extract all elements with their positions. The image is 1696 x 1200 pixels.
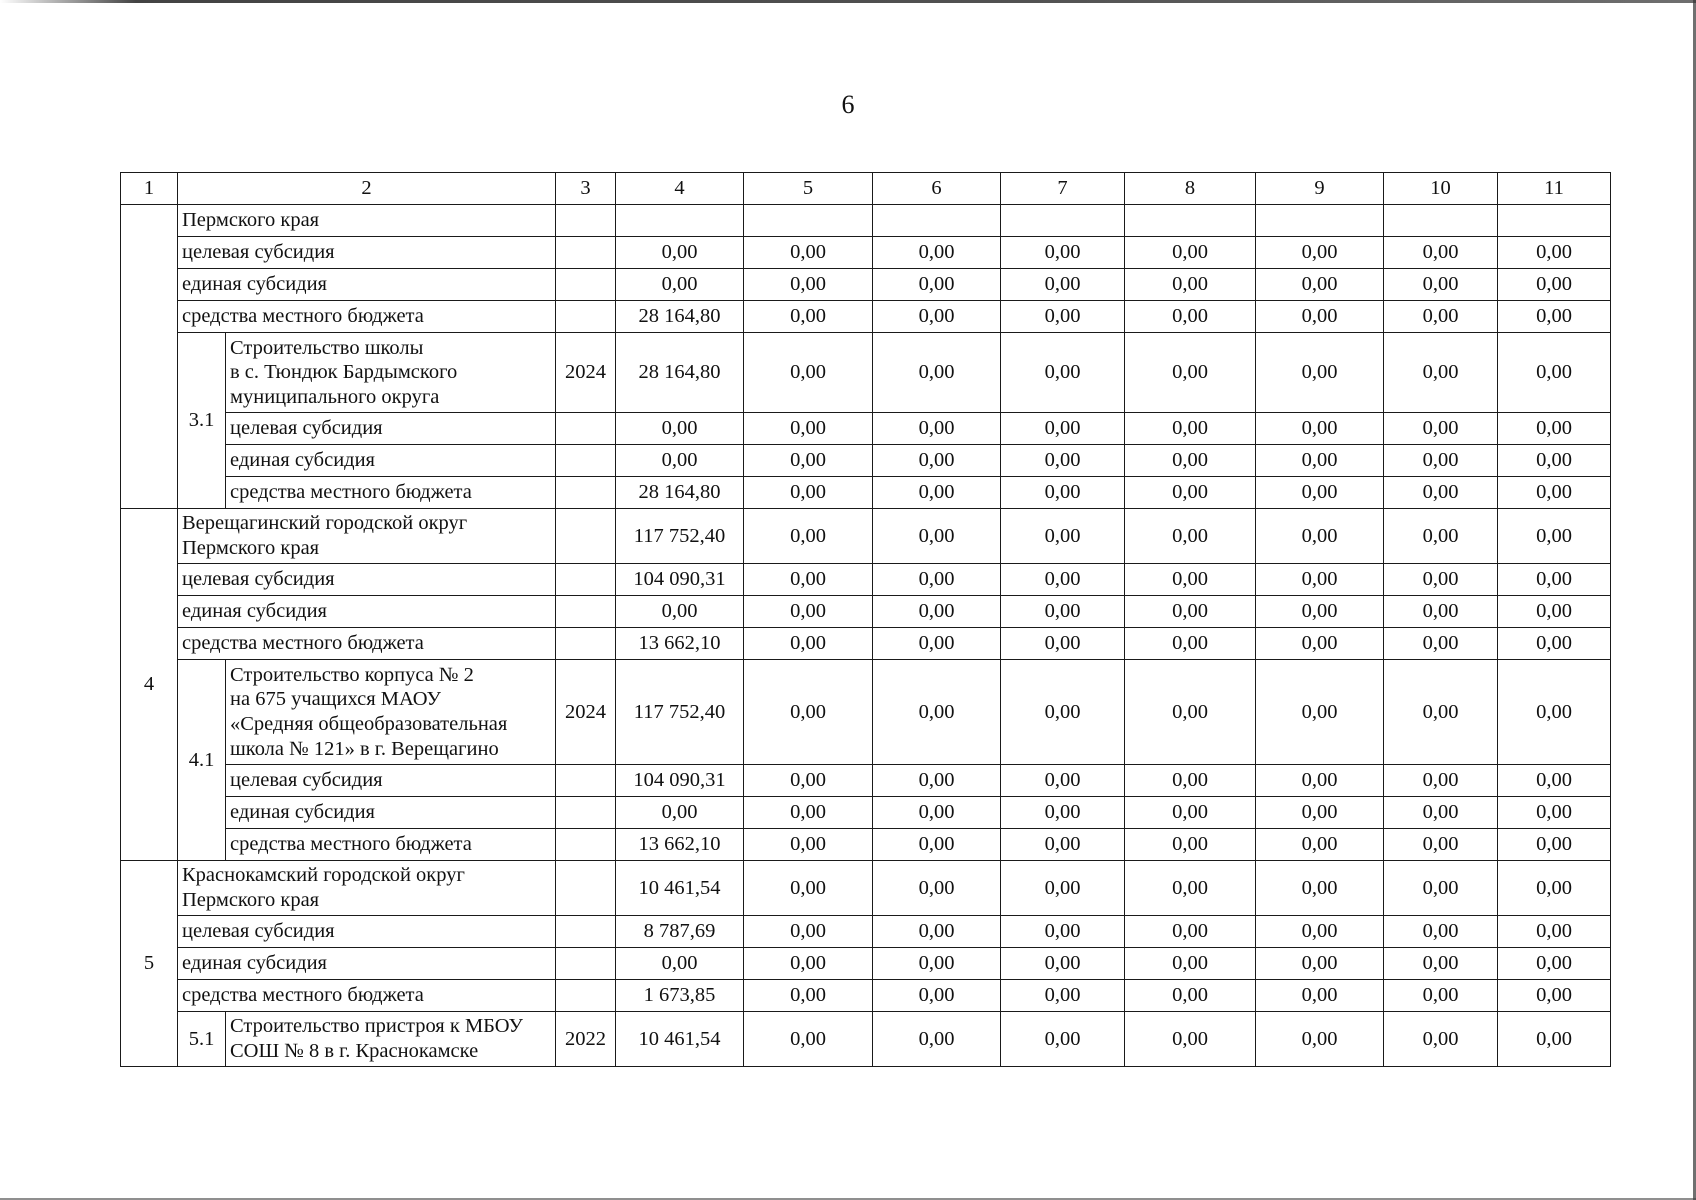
funding-row [121, 237, 1611, 269]
funding-label: единая субсидия [226, 797, 556, 829]
value-cell: 0,00 [1125, 333, 1256, 413]
table-body [121, 173, 1611, 1067]
value-cell: 0,00 [1384, 916, 1498, 948]
header-cell: 4 [616, 173, 744, 205]
value-cell: 28 164,80 [616, 301, 744, 333]
value-cell: 0,00 [616, 797, 744, 829]
year-cell [556, 596, 616, 628]
value-cell: 0,00 [1001, 660, 1125, 765]
value-cell: 0,00 [1498, 1012, 1611, 1067]
value-cell: 0,00 [1384, 269, 1498, 301]
year-cell [556, 980, 616, 1012]
value-cell: 0,00 [1001, 980, 1125, 1012]
project-name [226, 660, 556, 765]
header-cell: 10 [1384, 173, 1498, 205]
header-cell: 8 [1125, 173, 1256, 205]
value-cell: 0,00 [1498, 916, 1611, 948]
funding-row [121, 596, 1611, 628]
value-cell: 0,00 [873, 477, 1001, 509]
funding-label: целевая субсидия [178, 564, 556, 596]
value-cell: 0,00 [744, 797, 873, 829]
value-cell: 0,00 [873, 765, 1001, 797]
funding-label: целевая субсидия [178, 237, 556, 269]
cell-text-line: школа № 121» в г. Верещагино [230, 737, 499, 760]
value-cell: 0,00 [1384, 861, 1498, 916]
value-cell: 0,00 [1384, 237, 1498, 269]
project-funding-row [121, 477, 1611, 509]
value-cell: 0,00 [1256, 564, 1384, 596]
header-cell: 11 [1498, 173, 1611, 205]
value-cell: 0,00 [873, 628, 1001, 660]
value-cell: 0,00 [744, 301, 873, 333]
funding-label: средства местного бюджета [178, 980, 556, 1012]
funding-row [121, 564, 1611, 596]
value-cell: 0,00 [1256, 333, 1384, 413]
value-cell: 0,00 [1498, 564, 1611, 596]
value-cell: 0,00 [1498, 797, 1611, 829]
value-cell: 0,00 [1001, 797, 1125, 829]
header-cell: 5 [744, 173, 873, 205]
header-cell: 2 [178, 173, 556, 205]
value-cell: 0,00 [1001, 564, 1125, 596]
value-cell: 28 164,80 [616, 477, 744, 509]
year-cell [556, 829, 616, 861]
cell-text-line: Строительство школы [230, 336, 424, 359]
value-cell: 1 673,85 [616, 980, 744, 1012]
region-summary-row [121, 861, 1611, 916]
value-cell: 0,00 [1125, 509, 1256, 564]
value-cell: 0,00 [1256, 797, 1384, 829]
project-row [121, 660, 1611, 765]
value-cell: 0,00 [873, 333, 1001, 413]
value-cell: 0,00 [873, 564, 1001, 596]
value-cell: 0,00 [744, 660, 873, 765]
value-cell: 104 090,31 [616, 564, 744, 596]
value-cell: 0,00 [1384, 413, 1498, 445]
value-cell: 8 787,69 [616, 916, 744, 948]
project-funding-row [121, 413, 1611, 445]
header-cell: 7 [1001, 173, 1125, 205]
year-cell: 2022 [556, 1012, 616, 1067]
value-cell: 0,00 [1125, 445, 1256, 477]
value-cell: 0,00 [744, 445, 873, 477]
cell-text-line: Строительство пристроя к МБОУ [230, 1015, 523, 1038]
year-cell [556, 564, 616, 596]
value-cell: 0,00 [744, 564, 873, 596]
value-cell: 0,00 [1256, 237, 1384, 269]
value-cell: 0,00 [1256, 269, 1384, 301]
value-cell: 0,00 [1125, 564, 1256, 596]
funding-row [121, 948, 1611, 980]
funding-label: целевая субсидия [178, 916, 556, 948]
value-cell: 0,00 [873, 797, 1001, 829]
block-index: 5 [121, 861, 178, 1067]
project-row [121, 333, 1611, 413]
value-cell: 0,00 [873, 916, 1001, 948]
value-cell: 0,00 [744, 916, 873, 948]
value-cell: 0,00 [1384, 445, 1498, 477]
funding-label: единая субсидия [226, 445, 556, 477]
value-cell [1384, 205, 1498, 237]
value-cell: 0,00 [1001, 333, 1125, 413]
cell-text-line: Пермского края [182, 889, 320, 911]
value-cell: 0,00 [1256, 445, 1384, 477]
funding-label: единая субсидия [178, 596, 556, 628]
value-cell: 0,00 [1498, 509, 1611, 564]
funding-label: единая субсидия [178, 269, 556, 301]
value-cell: 0,00 [1498, 660, 1611, 765]
funding-label: средства местного бюджета [226, 477, 556, 509]
value-cell: 0,00 [1384, 509, 1498, 564]
value-cell: 0,00 [1125, 861, 1256, 916]
value-cell: 0,00 [1256, 413, 1384, 445]
block-index: 4 [121, 509, 178, 861]
year-cell [556, 628, 616, 660]
value-cell [1125, 205, 1256, 237]
value-cell: 0,00 [873, 301, 1001, 333]
value-cell [1256, 205, 1384, 237]
value-cell: 0,00 [1001, 829, 1125, 861]
value-cell: 0,00 [744, 765, 873, 797]
value-cell: 0,00 [1125, 980, 1256, 1012]
value-cell: 13 662,10 [616, 829, 744, 861]
project-name [226, 1012, 556, 1067]
funding-row [121, 269, 1611, 301]
budget-table [120, 172, 1611, 1067]
value-cell: 0,00 [1125, 1012, 1256, 1067]
value-cell: 117 752,40 [616, 509, 744, 564]
value-cell: 0,00 [1384, 596, 1498, 628]
year-cell: 2024 [556, 333, 616, 413]
value-cell: 0,00 [873, 861, 1001, 916]
value-cell: 0,00 [1256, 509, 1384, 564]
value-cell: 0,00 [1001, 269, 1125, 301]
value-cell: 0,00 [1384, 333, 1498, 413]
cell-text-line: на 675 учащихся МАОУ [230, 688, 441, 711]
year-cell [556, 445, 616, 477]
value-cell: 0,00 [1001, 916, 1125, 948]
value-cell: 0,00 [616, 445, 744, 477]
value-cell: 0,00 [616, 948, 744, 980]
value-cell: 0,00 [1001, 948, 1125, 980]
value-cell: 0,00 [1001, 509, 1125, 564]
value-cell: 0,00 [873, 948, 1001, 980]
value-cell: 0,00 [873, 829, 1001, 861]
year-cell [556, 509, 616, 564]
region-summary-row [121, 205, 1611, 237]
value-cell: 0,00 [1498, 413, 1611, 445]
value-cell: 0,00 [1125, 596, 1256, 628]
value-cell: 0,00 [744, 948, 873, 980]
value-cell: 0,00 [1125, 948, 1256, 980]
header-cell: 6 [873, 173, 1001, 205]
project-funding-row [121, 765, 1611, 797]
funding-row [121, 916, 1611, 948]
value-cell: 0,00 [1125, 413, 1256, 445]
value-cell: 0,00 [1498, 980, 1611, 1012]
block-index [121, 205, 178, 509]
value-cell: 0,00 [1498, 333, 1611, 413]
value-cell: 0,00 [1498, 596, 1611, 628]
funding-row [121, 301, 1611, 333]
funding-label: средства местного бюджета [226, 829, 556, 861]
cell-text-line: Краснокамский городской округ [182, 864, 465, 887]
value-cell: 10 461,54 [616, 1012, 744, 1067]
year-cell [556, 948, 616, 980]
value-cell: 0,00 [1125, 269, 1256, 301]
value-cell: 0,00 [1256, 477, 1384, 509]
cell-text-line: муниципального округа [230, 385, 440, 408]
year-cell [556, 861, 616, 916]
value-cell: 0,00 [1001, 765, 1125, 797]
project-row [121, 1012, 1611, 1067]
value-cell: 0,00 [1384, 477, 1498, 509]
value-cell: 0,00 [1384, 301, 1498, 333]
value-cell: 0,00 [1125, 660, 1256, 765]
value-cell: 0,00 [1498, 237, 1611, 269]
year-cell [556, 301, 616, 333]
value-cell: 0,00 [744, 628, 873, 660]
value-cell: 0,00 [1125, 829, 1256, 861]
value-cell [873, 205, 1001, 237]
value-cell: 0,00 [1125, 477, 1256, 509]
year-cell [556, 765, 616, 797]
value-cell: 0,00 [744, 477, 873, 509]
year-cell [556, 797, 616, 829]
value-cell: 0,00 [1384, 765, 1498, 797]
value-cell: 10 461,54 [616, 861, 744, 916]
project-funding-row [121, 445, 1611, 477]
value-cell: 0,00 [1125, 797, 1256, 829]
value-cell: 0,00 [1001, 628, 1125, 660]
year-cell [556, 477, 616, 509]
value-cell: 0,00 [1125, 628, 1256, 660]
region-summary-row [121, 509, 1611, 564]
value-cell: 0,00 [744, 596, 873, 628]
value-cell: 0,00 [1256, 829, 1384, 861]
value-cell: 0,00 [744, 980, 873, 1012]
value-cell: 0,00 [1384, 797, 1498, 829]
value-cell [616, 205, 744, 237]
value-cell: 0,00 [873, 660, 1001, 765]
value-cell: 0,00 [616, 237, 744, 269]
cell-text-line: СОШ № 8 в г. Краснокамске [230, 1040, 479, 1062]
cell-text-line: Строительство корпуса № 2 [230, 663, 474, 686]
value-cell: 0,00 [1001, 301, 1125, 333]
value-cell: 0,00 [616, 269, 744, 301]
header-row [121, 173, 1611, 205]
year-cell [556, 205, 616, 237]
value-cell: 0,00 [873, 509, 1001, 564]
value-cell: 0,00 [1256, 1012, 1384, 1067]
value-cell [744, 205, 873, 237]
funding-row [121, 628, 1611, 660]
region-name [178, 205, 556, 237]
value-cell: 0,00 [744, 509, 873, 564]
value-cell: 0,00 [1125, 916, 1256, 948]
value-cell [1498, 205, 1611, 237]
value-cell: 0,00 [744, 861, 873, 916]
value-cell: 117 752,40 [616, 660, 744, 765]
value-cell: 0,00 [744, 829, 873, 861]
funding-row [121, 980, 1611, 1012]
value-cell: 0,00 [873, 413, 1001, 445]
project-name [226, 333, 556, 413]
value-cell: 0,00 [1125, 765, 1256, 797]
value-cell: 0,00 [616, 596, 744, 628]
value-cell: 0,00 [1498, 948, 1611, 980]
value-cell: 0,00 [1001, 237, 1125, 269]
value-cell: 0,00 [1498, 628, 1611, 660]
value-cell [1001, 205, 1125, 237]
value-cell: 0,00 [1498, 861, 1611, 916]
value-cell: 0,00 [1256, 660, 1384, 765]
project-index: 3.1 [178, 333, 226, 509]
value-cell: 104 090,31 [616, 765, 744, 797]
year-cell: 2024 [556, 660, 616, 765]
value-cell: 0,00 [1384, 980, 1498, 1012]
header-cell: 3 [556, 173, 616, 205]
year-cell [556, 269, 616, 301]
value-cell: 0,00 [1256, 628, 1384, 660]
value-cell: 0,00 [873, 445, 1001, 477]
value-cell: 0,00 [744, 1012, 873, 1067]
value-cell: 0,00 [873, 1012, 1001, 1067]
value-cell: 28 164,80 [616, 333, 744, 413]
project-funding-row [121, 797, 1611, 829]
value-cell: 0,00 [1256, 980, 1384, 1012]
value-cell: 0,00 [1256, 916, 1384, 948]
project-index: 4.1 [178, 660, 226, 861]
value-cell: 0,00 [744, 333, 873, 413]
value-cell: 0,00 [1498, 269, 1611, 301]
project-index: 5.1 [178, 1012, 226, 1067]
value-cell: 0,00 [1001, 445, 1125, 477]
region-name [178, 861, 556, 916]
cell-text-line: Пермского края [182, 537, 320, 559]
value-cell: 0,00 [1498, 445, 1611, 477]
region-name [178, 509, 556, 564]
value-cell: 0,00 [1001, 477, 1125, 509]
value-cell: 0,00 [744, 269, 873, 301]
value-cell: 0,00 [1498, 301, 1611, 333]
value-cell: 0,00 [1384, 1012, 1498, 1067]
value-cell: 0,00 [1256, 765, 1384, 797]
value-cell: 0,00 [1256, 948, 1384, 980]
value-cell: 0,00 [1125, 301, 1256, 333]
cell-text-line: Пермского края [182, 209, 320, 232]
value-cell: 0,00 [1498, 829, 1611, 861]
value-cell: 0,00 [1384, 829, 1498, 861]
value-cell: 0,00 [744, 413, 873, 445]
value-cell: 0,00 [1384, 564, 1498, 596]
value-cell: 0,00 [1001, 861, 1125, 916]
value-cell: 0,00 [1384, 948, 1498, 980]
value-cell: 0,00 [616, 413, 744, 445]
page-number: 6 [841, 90, 855, 119]
cell-text-line: в с. Тюндюк Бардымского [230, 361, 458, 384]
value-cell: 0,00 [1256, 861, 1384, 916]
year-cell [556, 916, 616, 948]
cell-text-line: «Средняя общеобразовательная [230, 713, 508, 735]
value-cell: 0,00 [1498, 765, 1611, 797]
year-cell [556, 237, 616, 269]
value-cell: 0,00 [873, 269, 1001, 301]
value-cell: 0,00 [1256, 596, 1384, 628]
year-cell [556, 413, 616, 445]
value-cell: 0,00 [1001, 413, 1125, 445]
value-cell: 13 662,10 [616, 628, 744, 660]
header-cell: 1 [121, 173, 178, 205]
cell-text-line: Верещагинский городской округ [182, 512, 468, 535]
value-cell: 0,00 [873, 980, 1001, 1012]
value-cell: 0,00 [873, 237, 1001, 269]
value-cell: 0,00 [1256, 301, 1384, 333]
value-cell: 0,00 [744, 237, 873, 269]
value-cell: 0,00 [1001, 1012, 1125, 1067]
value-cell: 0,00 [1384, 628, 1498, 660]
value-cell: 0,00 [1125, 237, 1256, 269]
funding-label: целевая субсидия [226, 413, 556, 445]
value-cell: 0,00 [1001, 596, 1125, 628]
funding-label: средства местного бюджета [178, 301, 556, 333]
value-cell: 0,00 [1384, 660, 1498, 765]
value-cell: 0,00 [1498, 477, 1611, 509]
scan-edge-top [0, 0, 1696, 3]
header-cell: 9 [1256, 173, 1384, 205]
funding-label: средства местного бюджета [178, 628, 556, 660]
funding-label: целевая субсидия [226, 765, 556, 797]
funding-label: единая субсидия [178, 948, 556, 980]
value-cell: 0,00 [873, 596, 1001, 628]
project-funding-row [121, 829, 1611, 861]
